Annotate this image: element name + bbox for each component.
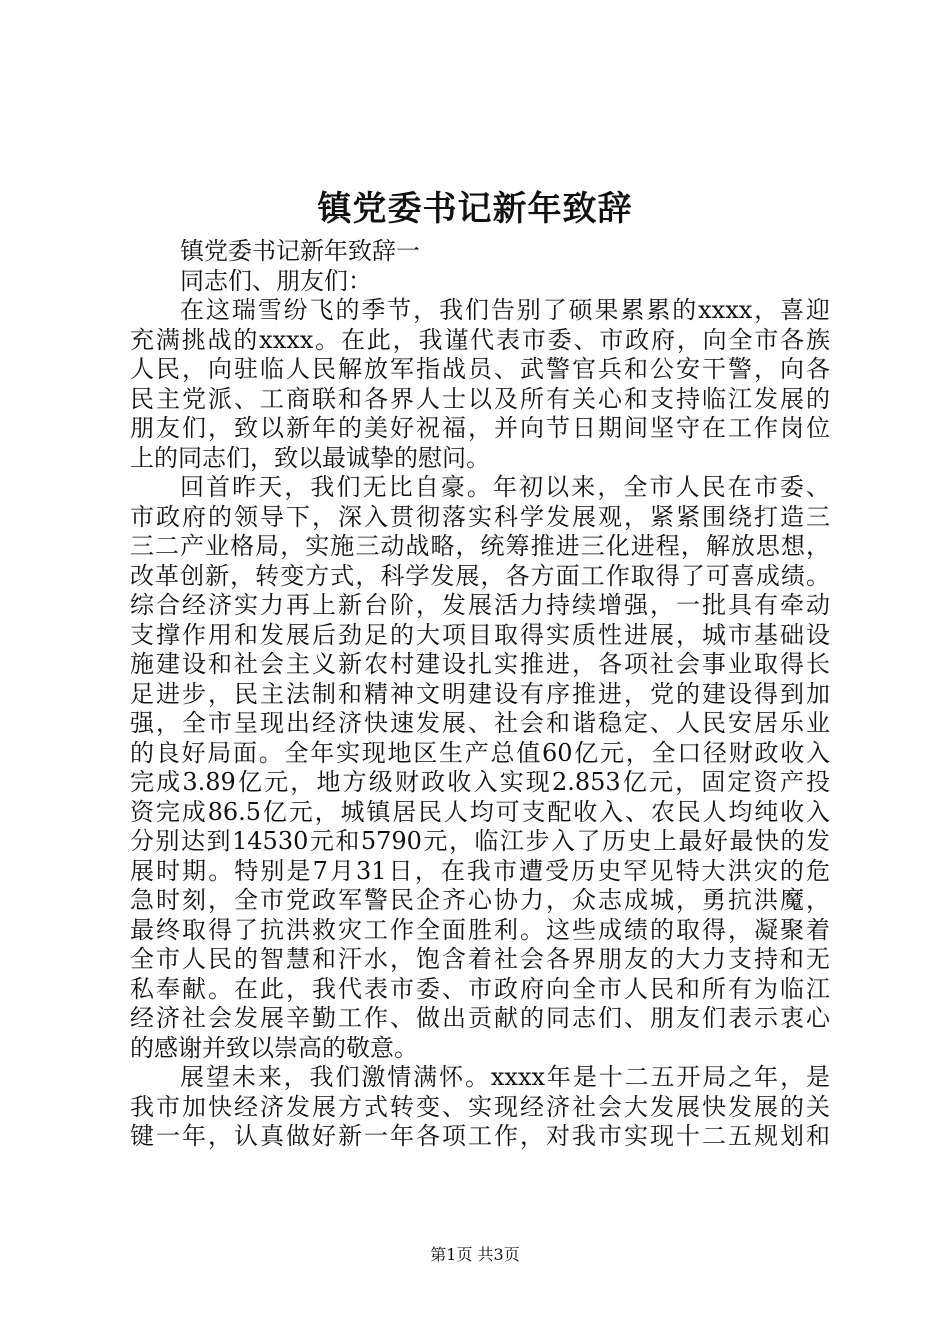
text-line: 展时期。特别是7月31日，在我市遭受历史罕见特大洪灾的危 [130, 856, 830, 885]
text-line: 键一年，认真做好新一年各项工作，对我市实现十二五规划和 [130, 1122, 830, 1150]
text-line: 同志们、朋友们： [180, 266, 372, 295]
text-line: 上的同志们，致以最诚挚的慰问。 [130, 443, 490, 472]
document-body [130, 237, 830, 1152]
text-line: 三二产业格局，实施三动战略，统筹推进三化进程，解放思想， [130, 532, 830, 560]
text-line: 展望未来，我们激情满怀。xxxx年是十二五开局之年，是 [180, 1063, 830, 1091]
text-line: 支撑作用和发展后劲足的大项目取得实质性进展，城市基础设 [130, 620, 830, 649]
text-line: 经济社会发展辛勤工作、做出贡献的同志们、朋友们表示衷心 [130, 1004, 830, 1032]
text-line: 充满挑战的xxxx。在此，我谨代表市委、市政府，向全市各族 [130, 325, 830, 354]
text-line: 朋友们，致以新年的美好祝福，并向节日期间坚守在工作岗位 [130, 414, 830, 442]
text-line: 强，全市呈现出经济快速发展、社会和谐稳定、人民安居乐业 [130, 709, 830, 737]
text-line: 改革创新，转变方式，科学发展，各方面工作取得了可喜成绩。 [130, 561, 830, 590]
text-line: 私奉献。在此，我代表市委、市政府向全市人民和所有为临江 [130, 974, 830, 1003]
text-line: 人民，向驻临人民解放军指战员、武警官兵和公安干警，向各 [130, 355, 830, 383]
text-line: 在这瑞雪纷飞的季节，我们告别了硕果累累的xxxx，喜迎 [180, 296, 830, 324]
text-line: 分别达到14530元和5790元，临江步入了历史上最好最快的发 [130, 827, 830, 855]
text-line: 全市人民的智慧和汗水，饱含着社会各界朋友的大力支持和无 [130, 945, 830, 973]
text-line: 施建设和社会主义新农村建设扎实推进，各项社会事业取得长 [130, 650, 830, 678]
text-line: 的感谢并致以崇高的敬意。 [130, 1033, 418, 1062]
text-line: 民主党派、工商联和各界人士以及所有关心和支持临江发展的 [130, 384, 830, 413]
text-line: 镇党委书记新年致辞一 [180, 237, 420, 265]
text-line: 完成3.89亿元，地方级财政收入实现2.853亿元，固定资产投 [130, 768, 830, 796]
document-title: 镇党委书记新年致辞 [317, 189, 633, 229]
text-line: 足进步，民主法制和精神文明建设有序推进，党的建设得到加 [130, 679, 830, 708]
text-line: 资完成86.5亿元，城镇居民人均可支配收入、农民人均纯收入 [130, 797, 830, 826]
text-line: 的良好局面。全年实现地区生产总值60亿元，全口径财政收入 [130, 738, 830, 767]
text-line: 回首昨天，我们无比自豪。年初以来，全市人民在市委、 [180, 473, 830, 501]
text-line: 我市加快经济发展方式转变、实现经济社会大发展快发展的关 [130, 1092, 830, 1121]
text-line: 急时刻，全市党政军警民企齐心协力，众志成城，勇抗洪魔， [130, 886, 830, 914]
text-line: 最终取得了抗洪救灾工作全面胜利。这些成绩的取得，凝聚着 [130, 915, 830, 944]
page-footer: 第1页 共3页 [430, 1245, 520, 1264]
text-line: 市政府的领导下，深入贯彻落实科学发展观，紧紧围绕打造三 [130, 502, 830, 531]
text-line: 综合经济实力再上新台阶，发展活力持续增强，一批具有牵动 [130, 591, 830, 619]
